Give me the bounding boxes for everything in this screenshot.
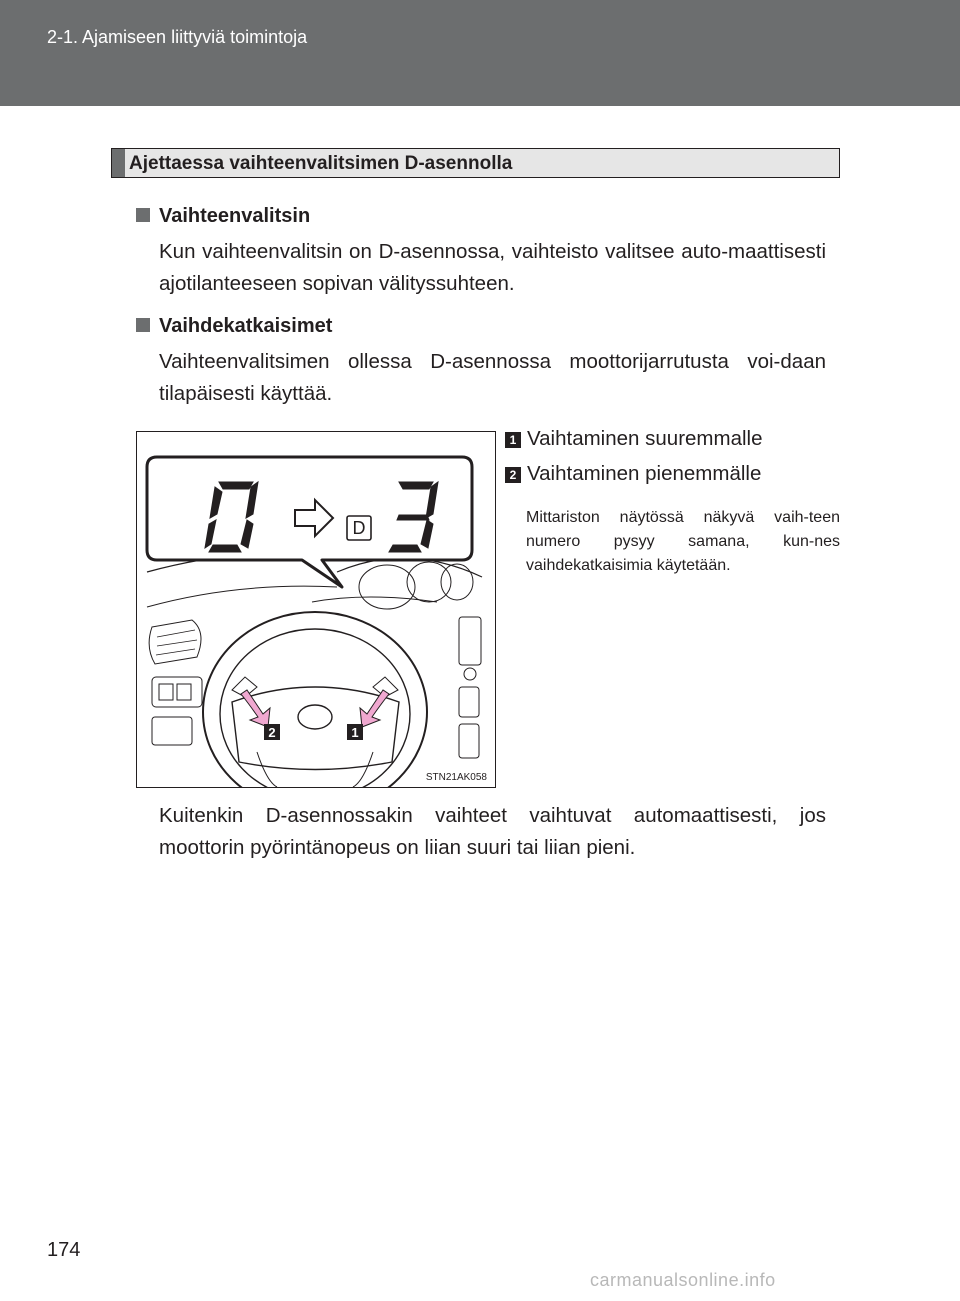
callout-2: 2: [268, 725, 276, 740]
section-heading-bar: [112, 149, 125, 177]
display-mode-d: D: [352, 518, 366, 538]
legend-item-1: 1 Vaihtaminen suuremmalle: [505, 427, 762, 451]
paragraph-shift-lever: Kun vaihteenvalitsin on D-asennossa, vaihteisto valitsee auto-maattisesti ajotilanteeseen sopivan välityssuhteen.: [159, 240, 826, 295]
watermark: carmanualsonline.info: [590, 1270, 776, 1290]
legend-number-2: 2: [505, 467, 521, 483]
page-header: [0, 0, 960, 106]
callout-1: 1: [351, 725, 359, 740]
square-bullet-icon: [136, 318, 150, 332]
section-title: Ajettaessa vaihteenvalitsimen D-asennolla: [129, 153, 513, 174]
section-heading: [111, 148, 840, 178]
subheading-paddle-switches: Vaihdekatkaisimet: [136, 315, 332, 338]
figure-code: STN21AK058: [425, 772, 487, 783]
paragraph-paddle-switches: Vaihteenvalitsimen ollessa D-asennossa moottorijarrutusta voi-daan tilapäisesti käyttää.: [159, 350, 826, 405]
chapter-title: 2-1. Ajamiseen liittyviä toimintoja: [47, 27, 308, 47]
closing-paragraph: Kuitenkin D-asennossakin vaihteet vaihtuvat automaattisesti, jos moottorin pyörintänopeus on liian suuri tai liian pieni.: [159, 804, 826, 859]
legend-item-2: 2 Vaihtaminen pienemmälle: [505, 462, 761, 486]
subheading-shift-lever: Vaihteenvalitsin: [136, 205, 310, 228]
steering-wheel-illustration: [136, 431, 496, 788]
note-text: Mittariston näytössä näkyvä vaih-teen numero pysyy samana, kun-nes vaihdekatkaisimia käytetään.: [526, 509, 840, 574]
page-number: 174: [47, 1239, 81, 1261]
legend-number-1: 1: [505, 432, 521, 448]
square-bullet-icon: [136, 208, 150, 222]
illustration-svg: [137, 432, 495, 787]
